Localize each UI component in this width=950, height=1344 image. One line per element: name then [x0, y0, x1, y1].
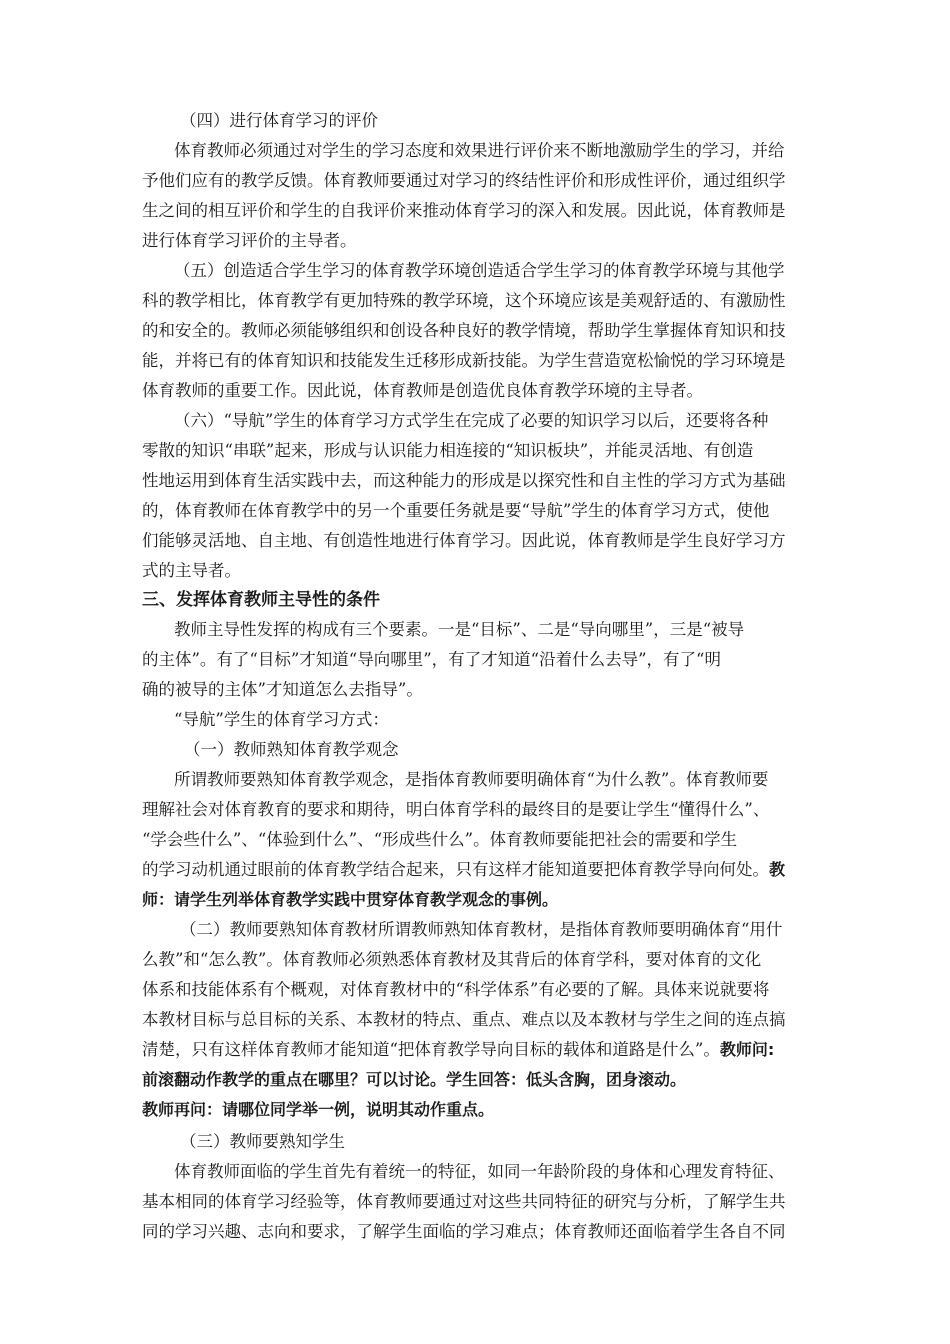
paragraph-line: 理解社会对体育教育的要求和期待，明白体育学科的最终目的是要让学生“懂得什么”、: [142, 800, 770, 819]
paragraph-line: 么教”和“怎么教”。体育教师必须熟悉体育教材及其背后的体育学科，要对体育的文化: [142, 950, 762, 969]
paragraph-line: 体系和技能体系有个概观，对体育教材中的“科学体系”有必要的了解。具体来说就要将: [142, 980, 770, 999]
section-heading-4: （四）进行体育学习的评价: [180, 111, 378, 130]
paragraph-line: 体育教师的重要工作。因此说，体育教师是创造优良体育教学环境的主导者。: [142, 381, 703, 400]
section-heading-5: （五）创造适合学生学习的体育教学环境创造适合学生学习的体育教学环境与其他学: [174, 261, 785, 280]
paragraph-line: [142, 1042, 774, 1059]
paragraph-line: 进行体育学习评价的主导者。: [142, 231, 357, 250]
section-heading-6: （六）“导航”学生的体育学习方式学生在完成了必要的知识学习以后，还要将各种: [174, 411, 769, 430]
paragraph-line: 确的被导的主体”才知道怎么去指导”。: [142, 680, 423, 699]
paragraph-line: “导航”学生的体育学习方式：: [174, 710, 389, 729]
paragraph-line: 的主体”。有了“目标”才知道“导向哪里”，有了才知道“沿着什么去导”，有了“明: [142, 650, 721, 669]
section-heading-2: （二）教师要熟知体育教材所谓教师熟知体育教材，是指体育教师要明确体育“用什: [180, 920, 783, 939]
section-heading-3: （三）教师要熟知学生: [180, 1132, 345, 1151]
paragraph-line: 所谓教师要熟知体育教学观念，是指体育教师要明确体育“为什么教”。体育教师要: [174, 770, 769, 789]
paragraph-line: 科的教学相比，体育教学有更加特殊的教学环境，这个环境应该是美观舒适的、有激励性: [142, 291, 786, 310]
paragraph-line: 们能够灵活地、自主地、有创造性地进行体育学习。因此说，体育教师是学生良好学习方: [142, 531, 786, 550]
teacher-question: 前滚翻动作教学的重点在哪里？可以讨论。学生回答：低头含胸，团身滚动。: [142, 1070, 687, 1089]
teacher-question-start: 教师问:: [719, 1040, 775, 1059]
paragraph-line: 基本相同的体育学习经验等，体育教师要通过对这些共同特征的研究与分析，了解学生共: [142, 1192, 786, 1211]
paragraph-line: 性地运用到体育生活实践中去，而这种能力的形成是以探究性和自主性的学习方式为基础: [142, 471, 786, 490]
paragraph-line: “学会些什么”、“体验到什么”、“形成些什么”。体育教师要能把社会的需要和学生: [142, 830, 738, 849]
paragraph-line: 生之间的相互评价和学生的自我评价来推动体育学习的深入和发展。因此说，体育教师是: [142, 201, 786, 220]
chapter-heading: 三、发挥体育教师主导性的条件: [142, 590, 380, 610]
paragraph-line: 的，体育教师在体育教学中的另一个重要任务就是要“导航”学生的体育学习方式，使他: [142, 501, 770, 520]
paragraph-line: 教师主导性发挥的构成有三个要素。一是“目标”、二是“导向哪里”，三是“被导: [174, 620, 745, 639]
paragraph-line: 同的学习兴趣、志向和要求，了解学生面临的学习难点；体育教师还面临着学生各自不同: [142, 1222, 786, 1241]
paragraph-line: 体育教师必须通过对学生的学习态度和效果进行评价来不断地激励学生的学习，并给: [174, 141, 785, 160]
paragraph-line: 予他们应有的教学反馈。体育教师要通过对学习的终结性评价和形成性评价，通过组织学: [142, 171, 786, 190]
paragraph-line: [142, 862, 785, 879]
paragraph-line: 体育教师面临的学生首先有着统一的特征，如同一年龄阶段的身体和心理发育特征、: [174, 1162, 785, 1181]
paragraph-line: 零散的知识“串联”起来，形成与认识能力相连接的“知识板块”，并能灵活地、有创造: [142, 441, 754, 460]
paragraph-line: 能，并将已有的体育知识和技能发生迁移形成新技能。为学生营造宽松愉悦的学习环境是: [142, 351, 786, 370]
paragraph-text: 清楚，只有这样体育教师才能知道“把体育教学导向目标的载体和道路是什么”。: [142, 1040, 720, 1059]
section-heading-1: （一）教师熟知体育教学观念: [184, 740, 399, 759]
paragraph-line: 的和安全的。教师必须能够组织和创设各种良好的教学情境，帮助学生掌握体育知识和技: [142, 321, 786, 340]
paragraph-line: 式的主导者。: [142, 561, 241, 580]
paragraph-text: 的学习动机通过眼前的体育教学结合起来，只有这样才能知道要把体育教学导向何处。: [142, 860, 769, 879]
teacher-prompt-start: 教: [769, 860, 786, 879]
teacher-follow-up: 教师再问：请哪位同学举一例，说明其动作重点。: [142, 1100, 495, 1119]
paragraph-line: 本教材目标与总目标的关系、本教材的特点、重点、难点以及本教材与学生之间的连点搞: [142, 1010, 786, 1029]
teacher-prompt: 师：请学生列举体育教学实践中贯穿体育教学观念的事例。: [142, 890, 559, 909]
